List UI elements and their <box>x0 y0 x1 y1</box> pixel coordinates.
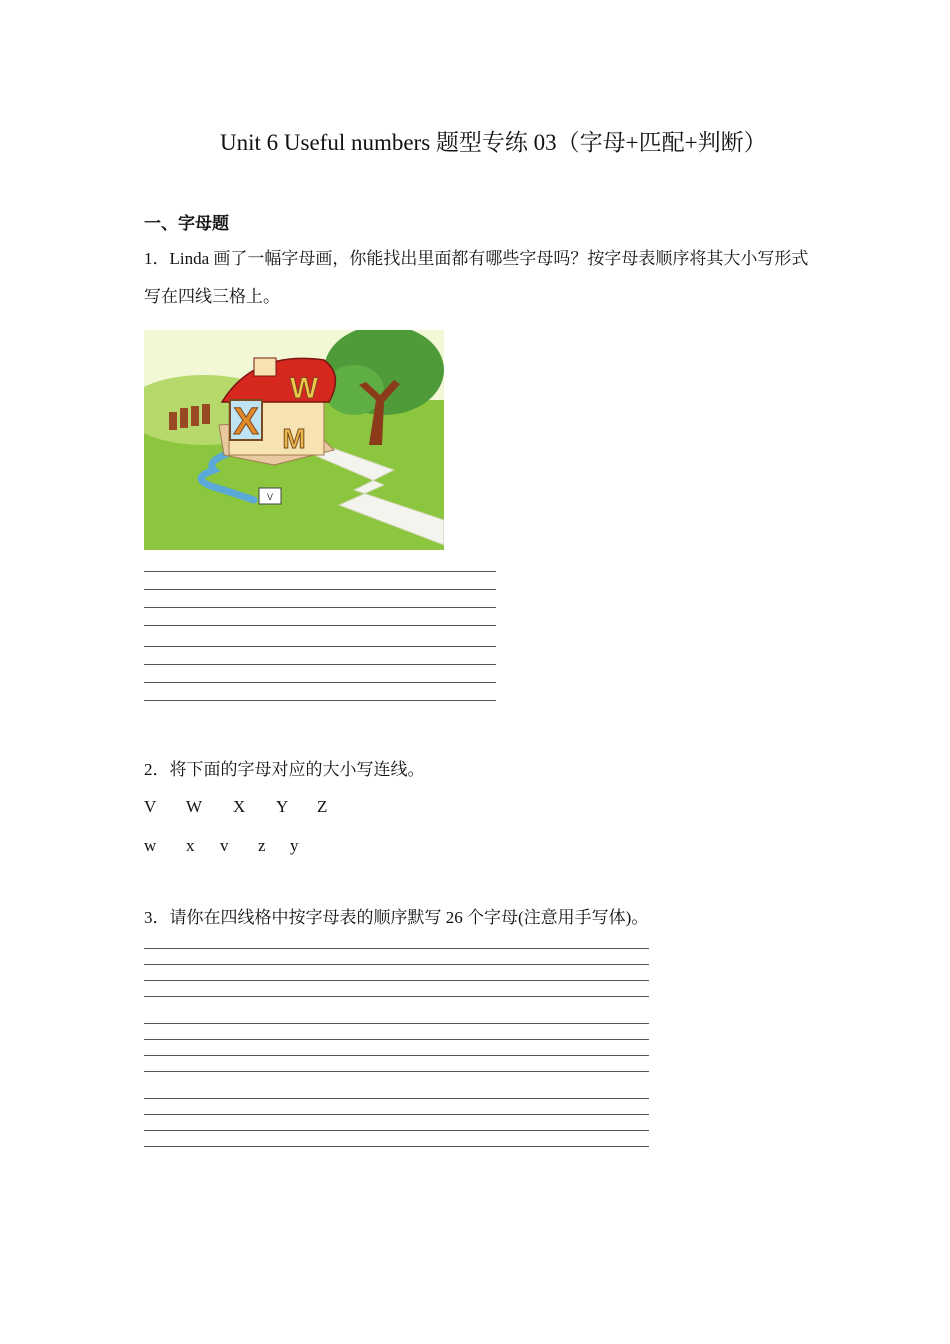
grid-line <box>144 1023 649 1024</box>
grid-line <box>144 996 649 997</box>
grid-line <box>144 964 649 965</box>
grid-line <box>144 1039 649 1040</box>
letter-house-illustration <box>144 330 444 550</box>
grid-line <box>144 664 496 665</box>
page-title: Unit 6 Useful numbers 题型专练 03（字母+匹配+判断） <box>220 130 767 155</box>
picture-letter-x: X <box>233 401 259 443</box>
grid-line <box>144 571 496 572</box>
lowercase-letter[interactable]: x <box>186 836 195 855</box>
grid-line <box>144 700 496 701</box>
uppercase-letter[interactable]: X <box>233 797 246 816</box>
grid-line <box>144 1098 649 1099</box>
grid-line <box>144 646 496 647</box>
grid-line <box>144 1114 649 1115</box>
lowercase-letter[interactable]: y <box>290 836 299 855</box>
picture-letter-w: W <box>289 372 319 405</box>
uppercase-letter[interactable]: Z <box>317 797 328 816</box>
grid-line <box>144 1130 649 1131</box>
picture-letter-m: M <box>282 423 306 454</box>
grid-line <box>144 682 496 683</box>
grid-line <box>144 1071 649 1072</box>
grid-line <box>144 589 496 590</box>
grid-line <box>144 625 496 626</box>
question-3-text: 3．请你在四线格中按字母表的顺序默写 26 个字母(注意用手写体)。 <box>144 908 649 927</box>
grid-line <box>144 1146 649 1147</box>
grid-line <box>144 607 496 608</box>
lowercase-letter[interactable]: w <box>144 836 157 855</box>
grid-line <box>144 948 649 949</box>
uppercase-letter[interactable]: W <box>186 797 203 816</box>
question-1-text: 1．Linda 画了一幅字母画，你能找出里面都有哪些字母吗？按字母表顺序将其大小写形式写在四线三格上。 <box>144 249 809 306</box>
uppercase-letter[interactable]: Y <box>276 797 289 816</box>
lowercase-letter[interactable]: v <box>220 836 229 855</box>
grid-line <box>144 1055 649 1056</box>
grid-line <box>144 980 649 981</box>
question-2-text: 2．将下面的字母对应的大小写连线。 <box>144 760 425 779</box>
lowercase-letter[interactable]: z <box>258 836 266 855</box>
uppercase-letter[interactable]: V <box>144 797 157 816</box>
picture-letter-v: V <box>266 492 274 502</box>
section-heading-letters: 一、字母题 <box>144 214 229 234</box>
